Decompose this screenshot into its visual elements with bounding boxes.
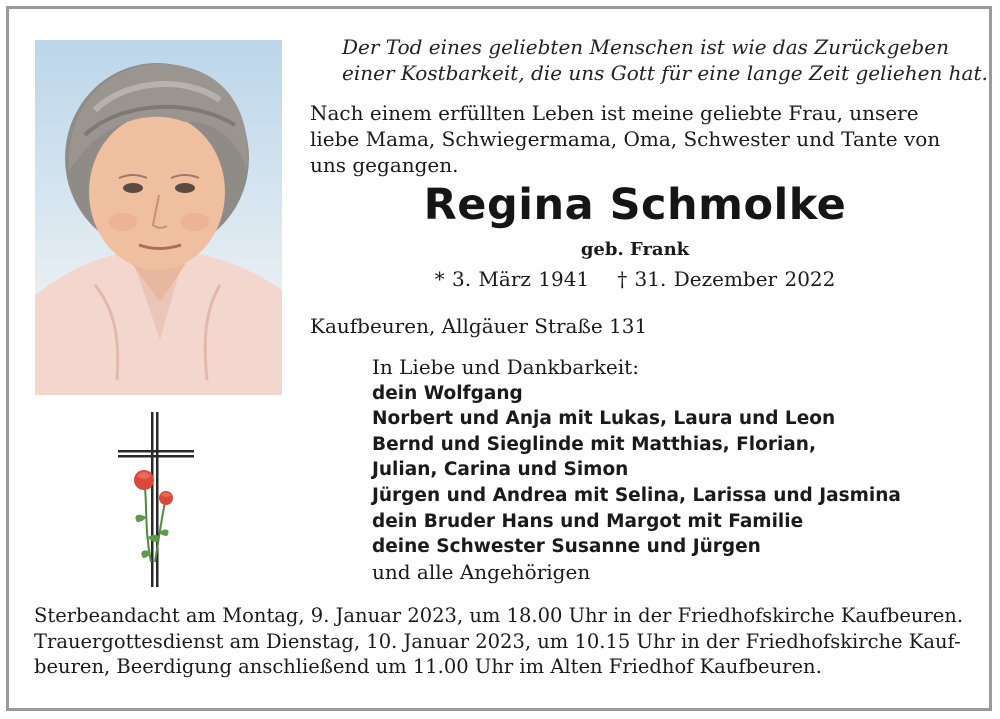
intro-text: [310, 100, 950, 178]
mourner-line: Jürgen und Andrea mit Selina, Larissa und Jasmina: [372, 484, 901, 506]
mourner-line: Bernd und Sieglinde mit Matthias, Florian,: [372, 433, 816, 455]
mourner-line: dein Wolfgang: [372, 382, 523, 404]
footer-line: beuren, Beerdigung anschließend um 11.00 Uhr im Alten Friedhof Kaufbeuren.: [34, 655, 822, 678]
mourners-list: [372, 355, 972, 585]
quote-line: Der Tod eines geliebten Menschen ist wie das Zurückgeben: [342, 35, 949, 59]
death-date: † 31. Dezember 2022: [617, 267, 836, 291]
footer-line: Sterbeandacht am Montag, 9. Januar 2023, um 18.00 Uhr in der Friedhofskirche Kaufbeuren.: [34, 604, 964, 627]
intro-line: Nach einem erfüllten Leben ist meine geliebte Frau, unsere: [310, 101, 919, 125]
memorial-quote: [300, 34, 988, 86]
service-details: [34, 603, 974, 680]
quote-line: einer Kostbarkeit, die uns Gott für eine lange Zeit geliehen hat.: [342, 61, 988, 85]
birth-date: * 3. März 1941: [434, 267, 590, 291]
intro-line: uns gegangen.: [310, 153, 459, 177]
cross-with-roses-icon: [115, 412, 200, 590]
maiden-name: geb. Frank: [580, 239, 690, 260]
address: Kaufbeuren, Allgäuer Straße 131: [310, 314, 648, 338]
mourner-line: deine Schwester Susanne und Jürgen: [372, 536, 761, 558]
portrait-illustration: [35, 40, 282, 395]
intro-line: liebe Mama, Schwiegermama, Oma, Schwester und Tante von: [310, 127, 941, 151]
mourners-intro: In Liebe und Dankbarkeit:: [372, 355, 639, 379]
mourner-line: dein Bruder Hans und Margot mit Familie: [372, 510, 804, 532]
portrait-photo: [35, 40, 282, 395]
footer-line: Trauergottesdienst am Dienstag, 10. Januar 2023, um 10.15 Uhr in der Friedhofskirche Kauf-: [34, 629, 961, 653]
mourner-line: Norbert und Anja mit Lukas, Laura und Leon: [372, 408, 836, 430]
mourners-closing: und alle Angehörigen: [372, 559, 591, 584]
life-dates: [310, 266, 960, 292]
mourner-line: Julian, Carina und Simon: [372, 459, 629, 481]
deceased-name: Regina Schmolke: [423, 180, 847, 230]
